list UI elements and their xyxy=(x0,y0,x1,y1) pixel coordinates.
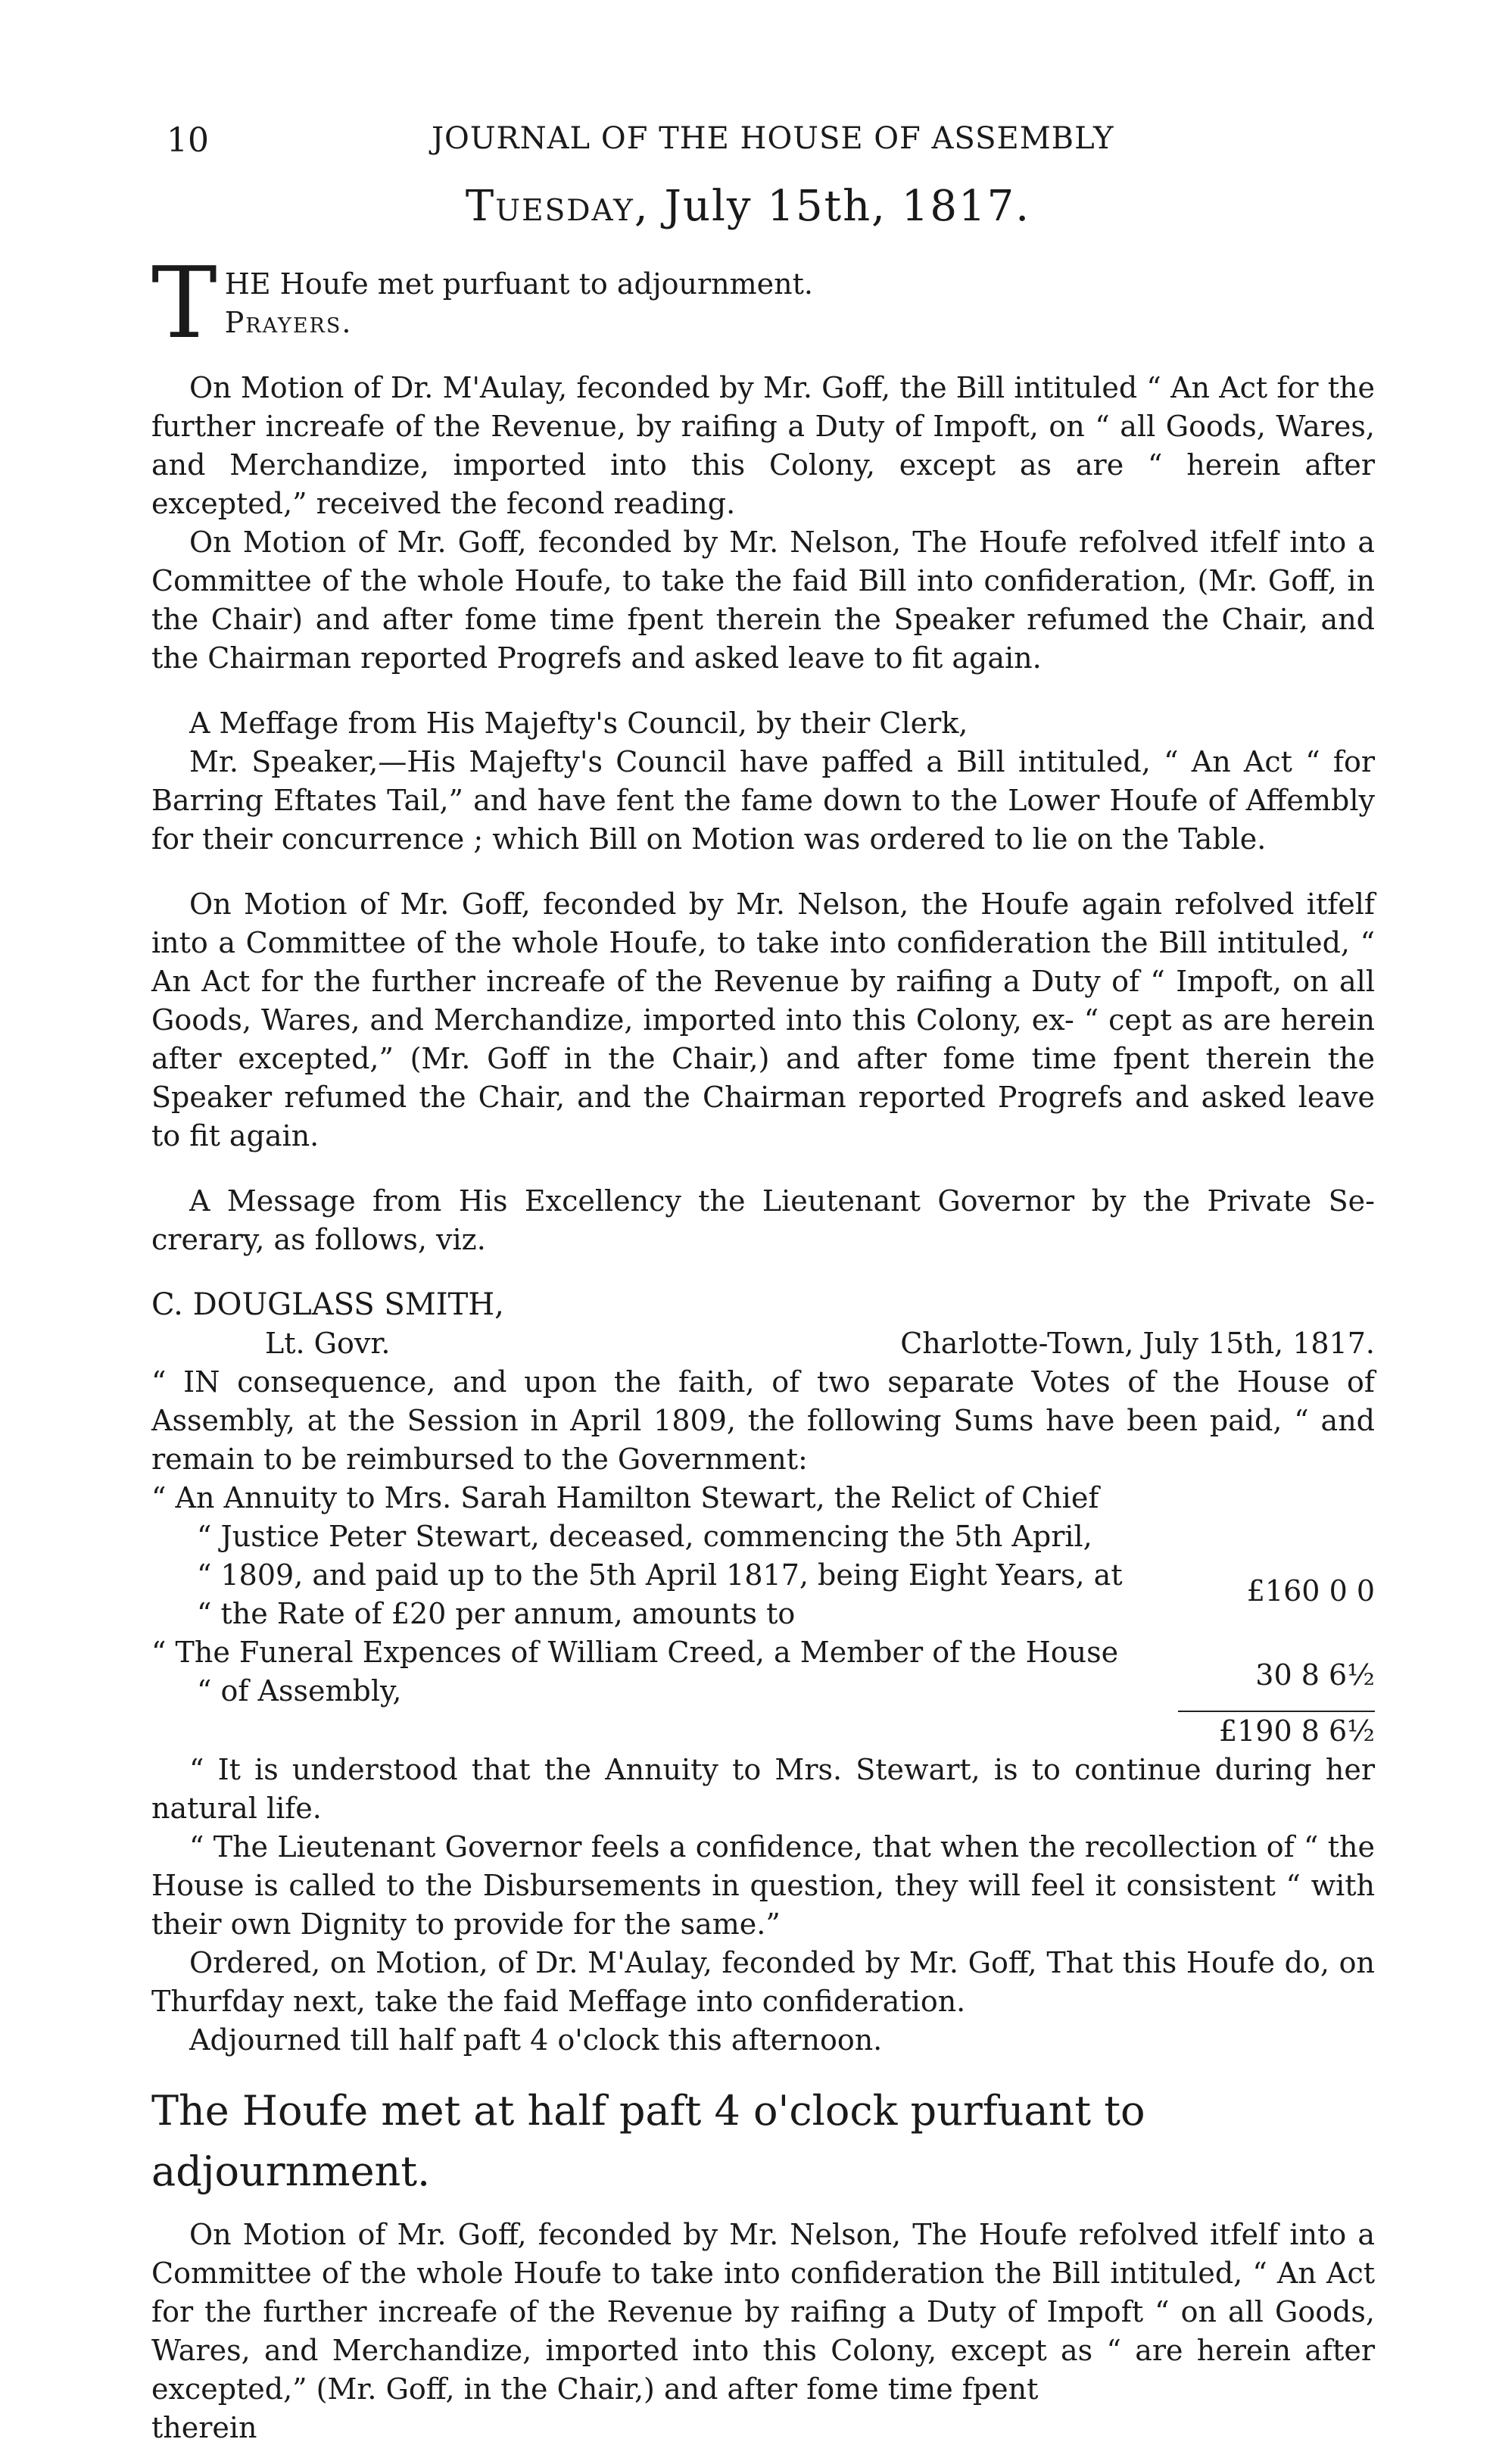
paragraph-committee-again: On Motion of Mr. Goff, feconded by Mr. Nelson, the Houfe again refolved itfelf into a Committee of the whole Houfe, to take into confideration the Bill intituled, “ An Act for the further increafe of the Revenue by raifing a Duty of “ Impoft, on all Goods, Wares, and Merchandize, imported into this Colony, ex- “ cept as are herein after excepted,” (Mr. Goff in the Chair,) and after fome time fpent therein the Speaker refumed the Chair, and the Chairman reported Progrefs and asked leave to fit again. xyxy=(151,887,1375,1152)
annuity-line-4: “ the Rate of £20 per annum, amounts to xyxy=(197,1597,796,1630)
page-header xyxy=(144,121,1219,167)
funeral-amount: 30 8 6½ xyxy=(1255,1658,1375,1692)
annuity-item xyxy=(151,1479,1211,1633)
message-confidence: “ The Lieutenant Governor feels a confidence, that when the recollection of “ the House is called to the Disbursements in question, they will feel it consistent “ with their own Dignity to provide for the same.” xyxy=(151,1830,1375,1941)
paragraph-committee: On Motion of Mr. Goff, feconded by Mr. Nelson, The Houfe refolved itfelf into a Committee of the whole Houfe, to take the faid Bill into confideration, (Mr. Goff, in the Chair) and after fome time fpent therein the Speaker refumed the Chair, and the Chairman reported Progrefs and asked leave to fit again. xyxy=(151,526,1375,675)
annuity-line-3: “ 1809, and paid up to the 5th April 1817, being Eight Years, at xyxy=(197,1558,1123,1592)
drop-cap: T xyxy=(151,245,217,360)
paragraph-estates-tail: Mr. Speaker,—His Majefty's Council have paffed a Bill intituled, “ An Act “ for Barring Eftates Tail,” and have fent the fame down to the Lower Houfe of Affembly for their concurrence ; which Bill on Motion was ordered to lie on the Table. xyxy=(151,745,1375,856)
funeral-line-2: “ of Assembly, xyxy=(197,1674,402,1708)
total-amount: £190 8 6½ xyxy=(1218,1714,1375,1748)
journal-body xyxy=(151,245,1375,2447)
message-consequence: “ IN consequence, and upon the faith, of two separate Votes of the House of Assembly, at the Session in April 1809, the following Sums have been paid, “ and remain to be reimbursed to the Government: xyxy=(151,1365,1375,1476)
annuity-line-2: “ Justice Peter Stewart, deceased, commencing the 5th April, xyxy=(197,1520,1092,1553)
adjourned-line: Adjourned till half paft 4 o'clock this afternoon. xyxy=(189,2023,883,2057)
session-date xyxy=(0,182,1496,231)
opening-block xyxy=(151,245,1375,360)
running-title: JOURNAL OF THE HOUSE OF ASSEMBLY xyxy=(432,121,1114,156)
paragraph-final: On Motion of Mr. Goff, feconded by Mr. Nelson, The Houfe refolved itfelf into a Committee of the whole Houfe to take into confideration the Bill intituled, “ An Act for the further increafe of the Revenue by raifing a Duty of Impoft “ on all Goods, Wares, and Merchandize, imported into this Colony, except as “ are herein after excepted,” (Mr. Goff, in the Chair,) and after fome time fpent xyxy=(151,2218,1375,2406)
funeral-item xyxy=(151,1633,1211,1711)
annuity-amount: £160 0 0 xyxy=(1246,1574,1375,1608)
prayers-line: Prayers. xyxy=(224,306,353,339)
annuity-line-1: “ An Annuity to Mrs. Sarah Hamilton Stewart, the Relict of Chief xyxy=(151,1481,1099,1514)
sums-table xyxy=(151,1479,1375,1711)
paragraph-second-reading: On Motion of Dr. M'Aulay, feconded by Mr. Goff, the Bill intituled “ An Act for the further increafe of the Revenue, by raifing a Duty of Impoft, on “ all Goods, Wares, and Merchandize, imported into this Colony, except as are “ herein after excepted,” received the fecond reading. xyxy=(151,371,1375,520)
signature-name: C. DOUGLASS SMITH, xyxy=(151,1287,504,1322)
afternoon-heading: The Houfe met at half paft 4 o'clock purfuant to adjournment. xyxy=(151,2087,1145,2195)
page-number: 10 xyxy=(167,121,209,160)
paragraph-council-message: A Meffage from His Majefty's Council, by their Clerk, xyxy=(189,706,968,740)
opening-line: HE Houfe met purfuant to adjournment. xyxy=(224,267,813,301)
ordered-paragraph: Ordered, on Motion, of Dr. M'Aulay, feconded by Mr. Goff, That this Houfe do, on Thurfday next, take the faid Meffage into confideration. xyxy=(151,1946,1375,2018)
signature-block xyxy=(151,1286,1375,1363)
signature-place-date: Charlotte-Town, July 15th, 1817. xyxy=(900,1327,1375,1360)
message-annuity-note: “ It is understood that the Annuity to Mrs. Stewart, is to continue during her natural life. xyxy=(151,1753,1375,1825)
catchword: therein xyxy=(151,2411,257,2444)
paragraph-governor-message: A Message from His Excellency the Lieutenant Governor by the Private Se- crerary, as follows, viz. xyxy=(151,1184,1375,1256)
signature-title: Lt. Govr. xyxy=(265,1327,391,1360)
funeral-line-1: “ The Funeral Expences of William Creed, a Member of the House xyxy=(151,1636,1119,1669)
session-day: Tuesday xyxy=(465,182,634,231)
session-date-text: , July 15th, 1817. xyxy=(634,182,1031,231)
